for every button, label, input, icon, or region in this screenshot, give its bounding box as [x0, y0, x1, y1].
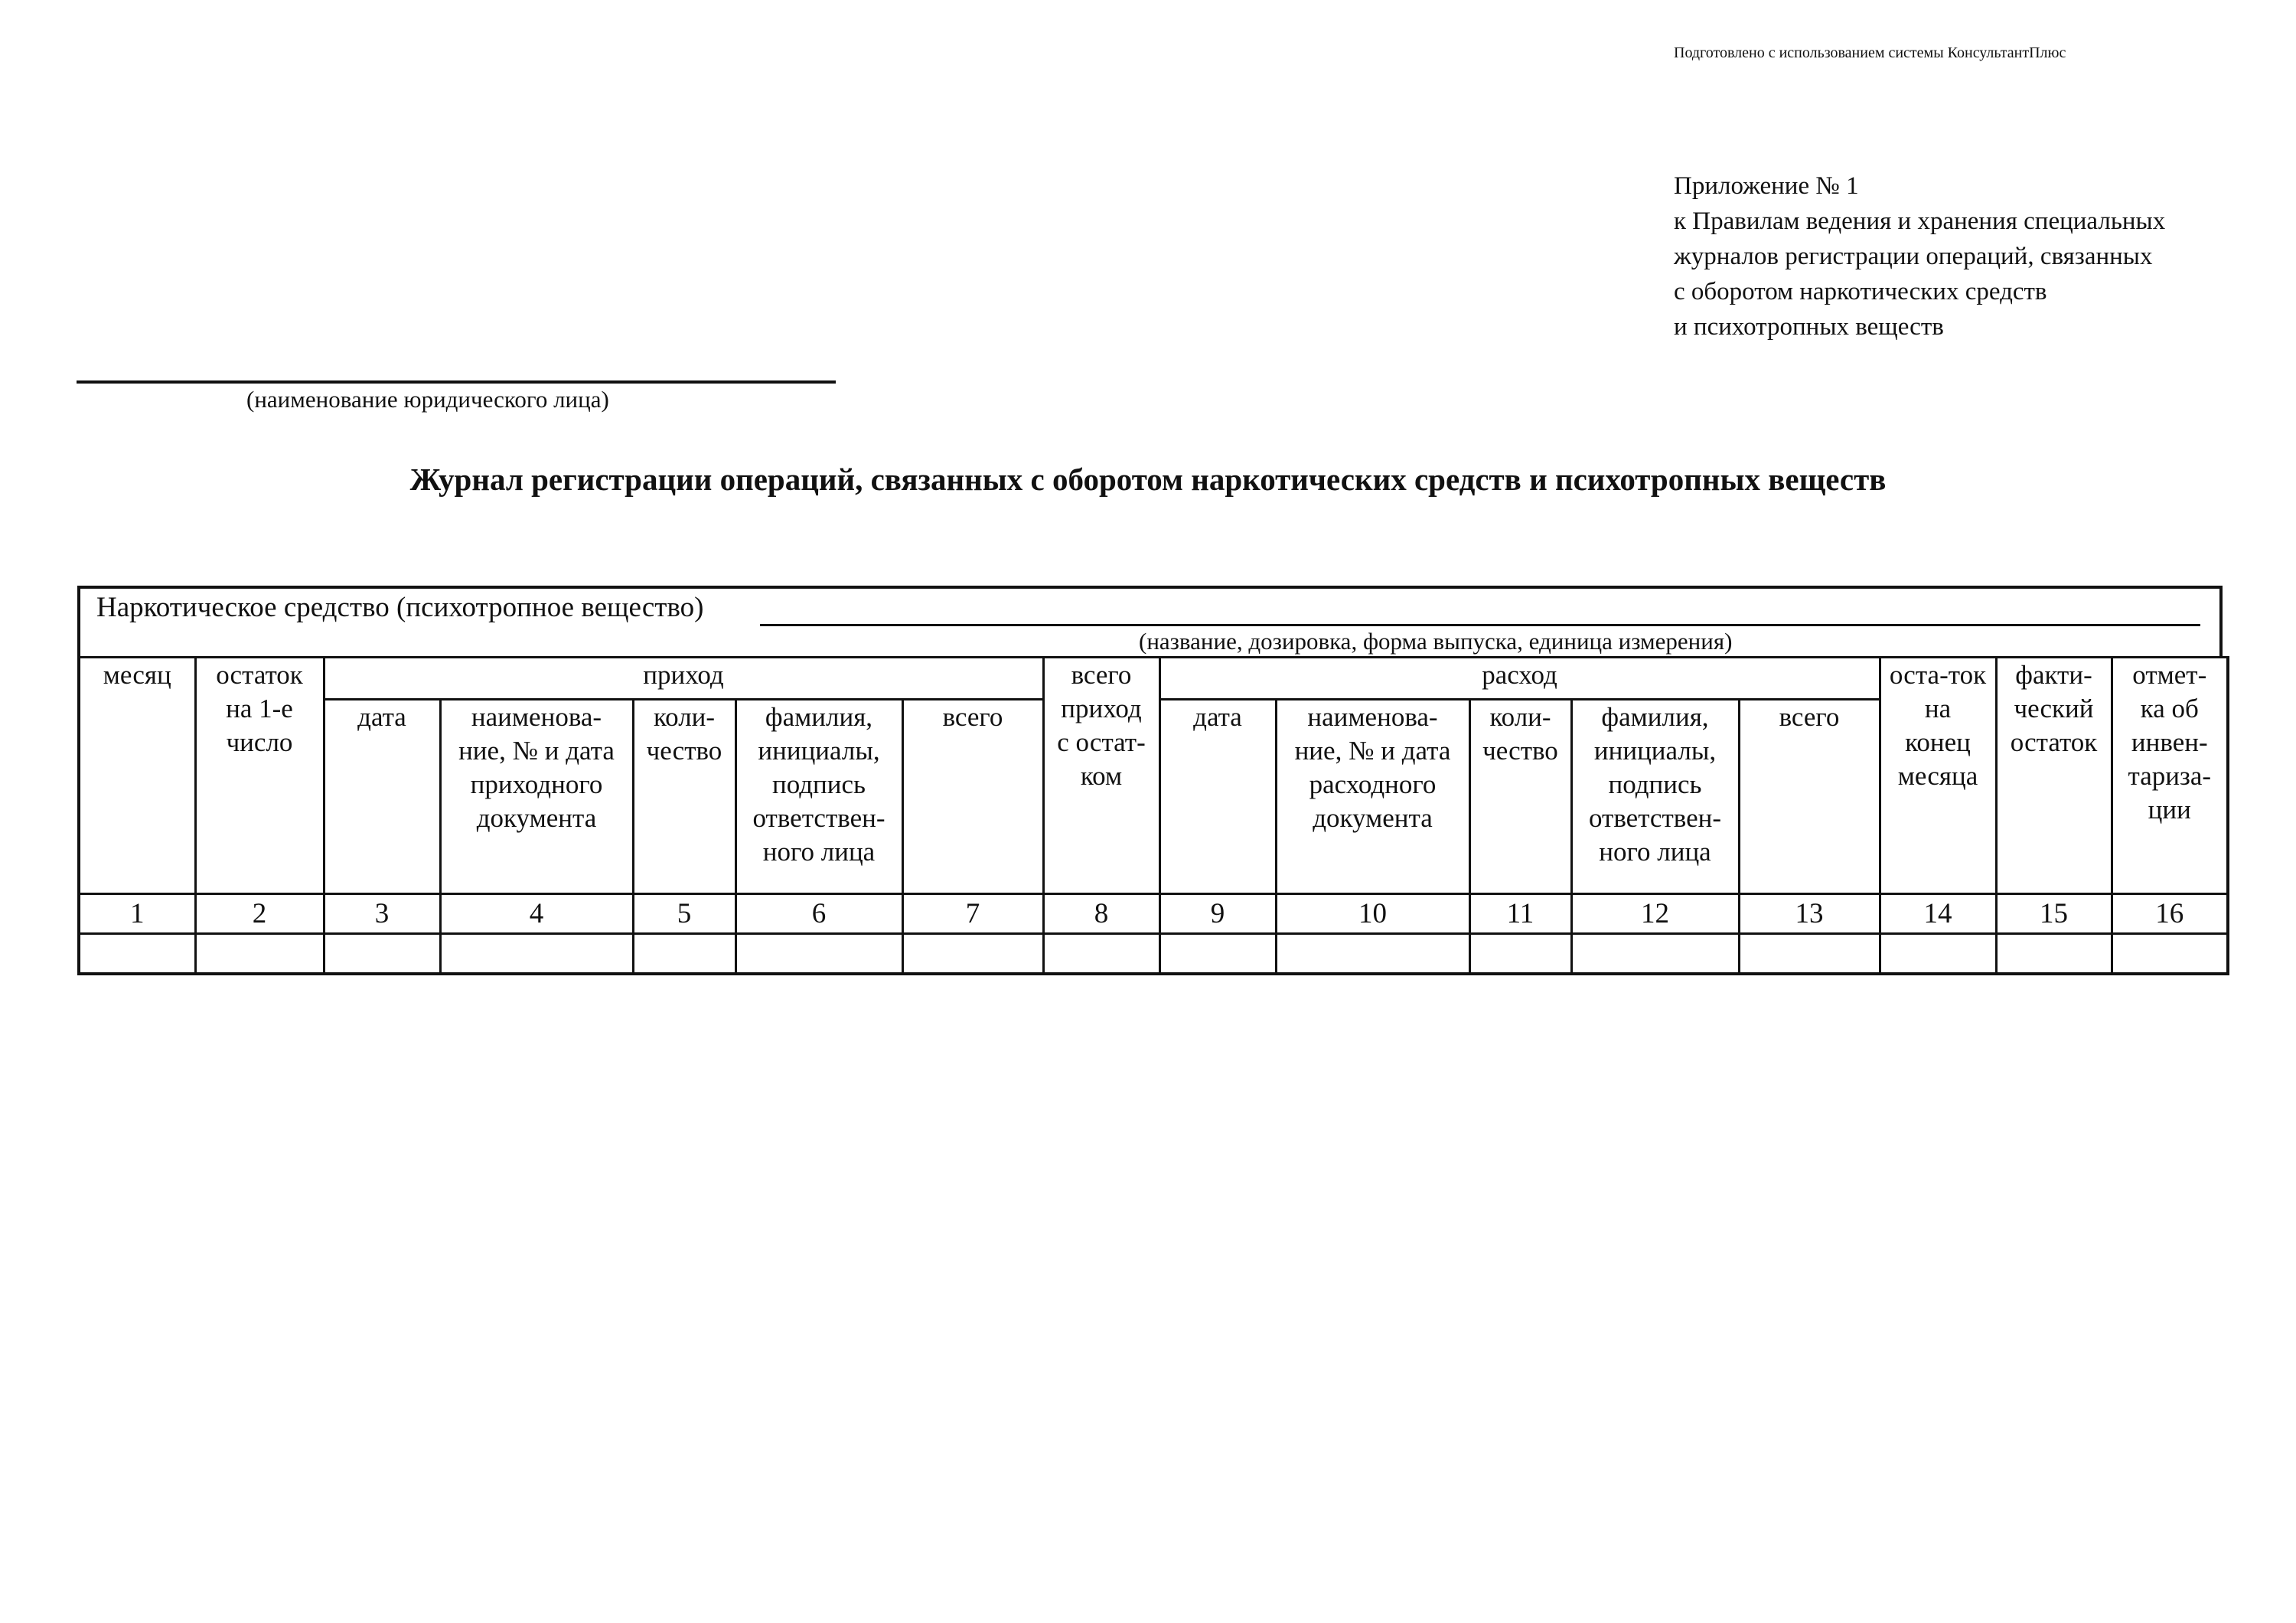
column-number: 7	[902, 894, 1043, 934]
column-number: 13	[1739, 894, 1880, 934]
empty-cell[interactable]	[440, 934, 633, 975]
col-inventory-mark: отмет- ка об инвен- тариза- ции	[2112, 658, 2228, 894]
column-number-row	[79, 894, 2228, 934]
col-month: месяц	[79, 658, 195, 894]
empty-cell[interactable]	[1469, 934, 1571, 975]
appendix-line: и психотропных веществ	[1674, 313, 1944, 341]
expense-responsible-person: фамилия, инициалы, подпись ответствен- ного лица	[1571, 700, 1739, 894]
legal-entity-line	[77, 380, 836, 384]
col-actual-balance: факти- ческий остаток	[1996, 658, 2112, 894]
empty-cell[interactable]	[902, 934, 1043, 975]
column-number: 16	[2112, 894, 2228, 934]
appendix-block	[1674, 168, 2165, 345]
group-expense: расход	[1159, 658, 1880, 700]
appendix-line: Приложение № 1	[1674, 172, 1859, 200]
appendix-line: с оборотом наркотических средств	[1674, 278, 2047, 305]
column-number: 3	[324, 894, 440, 934]
empty-cell[interactable]	[1880, 934, 1996, 975]
empty-cell[interactable]	[195, 934, 324, 975]
column-number: 5	[633, 894, 735, 934]
legal-entity-caption: (наименование юридического лица)	[246, 386, 609, 413]
empty-cell[interactable]	[1571, 934, 1739, 975]
column-number: 11	[1469, 894, 1571, 934]
column-number: 6	[735, 894, 902, 934]
substance-input-line	[760, 624, 2200, 626]
empty-entry-row	[79, 934, 2228, 975]
empty-cell[interactable]	[1276, 934, 1469, 975]
column-number: 14	[1880, 894, 1996, 934]
substance-label: Наркотическое средство (психотропное вещество)	[96, 592, 704, 623]
prepared-note: Подготовлено с использованием системы КонсультантПлюс	[1674, 44, 2066, 61]
column-number: 8	[1043, 894, 1159, 934]
group-income: приход	[324, 658, 1043, 700]
appendix-line: к Правилам ведения и хранения специальных	[1674, 207, 2166, 235]
col-total-income: всего приход с остат- ком	[1043, 658, 1159, 894]
column-number: 10	[1276, 894, 1469, 934]
empty-cell[interactable]	[735, 934, 902, 975]
income-responsible-person: фамилия, инициалы, подпись ответствен- ного лица	[735, 700, 902, 894]
appendix-line: журналов регистрации операций, связанных	[1674, 243, 2153, 270]
empty-cell[interactable]	[2112, 934, 2228, 975]
expense-total: всего	[1739, 700, 1880, 894]
income-document: наименова- ние, № и дата приходного документа	[440, 700, 633, 894]
empty-cell[interactable]	[1159, 934, 1276, 975]
empty-cell[interactable]	[1739, 934, 1880, 975]
empty-cell[interactable]	[79, 934, 195, 975]
empty-cell[interactable]	[1996, 934, 2112, 975]
column-number: 1	[79, 894, 195, 934]
substance-row	[77, 586, 2223, 656]
column-number: 2	[195, 894, 324, 934]
col-balance-start: остаток на 1-е число	[195, 658, 324, 894]
empty-cell[interactable]	[1043, 934, 1159, 975]
col-balance-end: оста-ток на конец месяца	[1880, 658, 1996, 894]
income-date: дата	[324, 700, 440, 894]
journal-table	[77, 656, 2229, 975]
empty-cell[interactable]	[324, 934, 440, 975]
empty-cell[interactable]	[633, 934, 735, 975]
expense-date: дата	[1159, 700, 1276, 894]
column-number: 9	[1159, 894, 1276, 934]
column-number: 15	[1996, 894, 2112, 934]
income-total: всего	[902, 700, 1043, 894]
expense-document: наименова- ние, № и дата расходного документа	[1276, 700, 1469, 894]
substance-caption: (название, дозировка, форма выпуска, единица измерения)	[1139, 628, 1733, 655]
expense-quantity: коли- чество	[1469, 700, 1571, 894]
column-number: 4	[440, 894, 633, 934]
journal-title: Журнал регистрации операций, связанных с оборотом наркотических средств и психотропных веществ	[409, 462, 1887, 497]
column-number: 12	[1571, 894, 1739, 934]
income-quantity: коли- чество	[633, 700, 735, 894]
